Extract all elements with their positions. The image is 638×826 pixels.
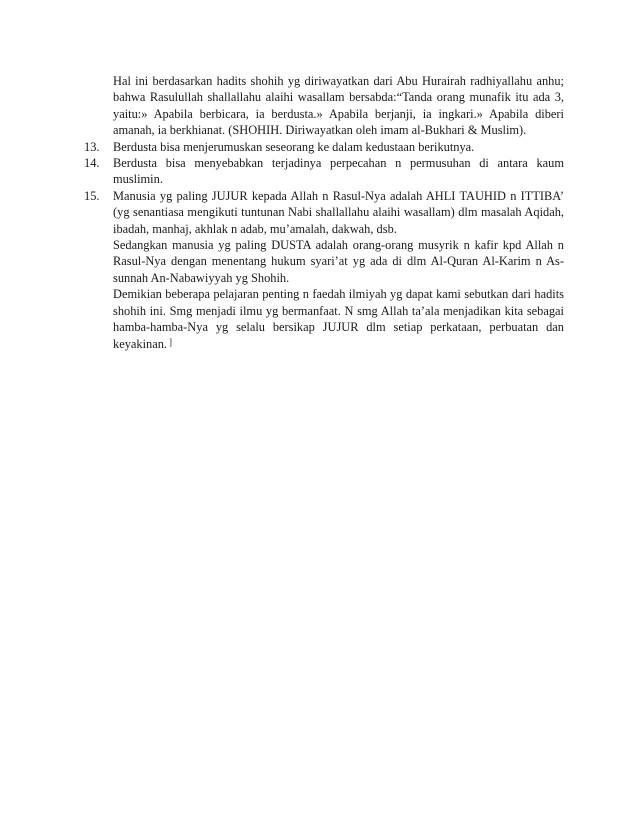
paragraph-hadith: Hal ini berdasarkan hadits shohih yg diriwayatkan dari Abu Hurairah radhiyallahu anhu; bahwa Rasulullah shallallahu alaihi wasallam bersabda:“Tanda orang munafik itu ada 3, yaitu:» Apabila berbicara, ia berdusta.» Apabila berjanji, ia ingkari.» Apabila diberi amanah, ia berkhianat. (SHOHIH. Diriwayatkan oleh imam al-Bukhari & Muslim).	[113, 74, 564, 138]
list-item-13	[84, 139, 564, 155]
end-marker: ]	[169, 336, 173, 347]
item-text: Berdusta bisa menyebabkan terjadinya perpecahan n permusuhan di antara kaum muslimin.	[113, 156, 564, 187]
item-text-dusta: Sedangkan manusia yg paling DUSTA adalah orang-orang musyrik n kafir kpd Allah n Rasul-Nya dengan menentang hukum syari’at yg ada di dlm Al-Quran Al-Karim n As-sunnah An-Nabawiyyah yg Shohih.	[113, 238, 564, 285]
item-text: Berdusta bisa menjerumuskan seseorang ke dalam kedustaan berikutnya.	[113, 139, 475, 154]
item-number: 13.	[84, 139, 100, 154]
closing-text: Demikian beberapa pelajaran penting n faedah ilmiyah yg dapat kami sebutkan dari hadits shohih ini. Smg menjadi ilmu yg bermanfaat. N smg Allah ta’ala menjadikan kita sebagai hamba-hamba-Nya yg selalu bersikap JUJUR dlm setiap perkataan, perbuatan dan keyakinan.	[113, 287, 564, 351]
item-number: 14.	[84, 156, 100, 171]
list-item-14	[84, 155, 564, 188]
item-text-tauhid: Manusia yg paling JUJUR kepada Allah n Rasul-Nya adalah AHLI TAUHID n ITTIBA’ (yg senantiasa mengikuti tuntunan Nabi shallallahu alaihi wasallam) dlm masalah Aqidah, ibadah, manhaj, akhlak n adab, mu’amalah, dakwah, dsb.	[113, 188, 564, 236]
item-number: 15.	[84, 188, 100, 203]
item-text-closing	[113, 286, 564, 352]
list-item-15	[84, 188, 564, 352]
list-item-continuation	[84, 73, 564, 139]
document-page	[84, 73, 564, 352]
